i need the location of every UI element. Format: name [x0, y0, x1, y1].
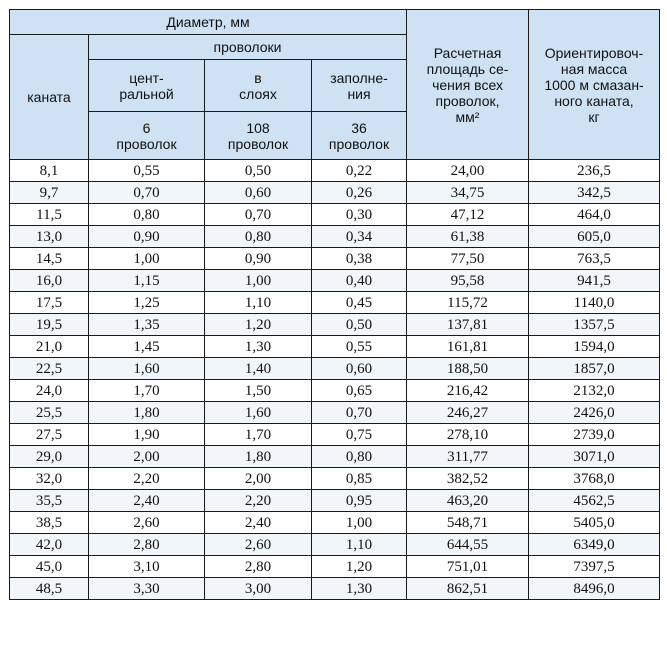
layer-wire-cell: 2,40 — [205, 512, 312, 534]
layer-wire-cell: 1,40 — [205, 358, 312, 380]
area-cell: 278,10 — [407, 424, 529, 446]
header-central-count: 6 проволок — [89, 112, 205, 160]
mass-cell: 464,0 — [529, 204, 660, 226]
filling-wire-cell: 0,50 — [312, 314, 407, 336]
central-wire-cell: 1,25 — [89, 292, 205, 314]
rope-diameter-cell: 38,5 — [10, 512, 89, 534]
table-row — [10, 380, 660, 402]
mass-cell: 342,5 — [529, 182, 660, 204]
mass-cell: 3768,0 — [529, 468, 660, 490]
mass-cell: 2132,0 — [529, 380, 660, 402]
area-cell: 644,55 — [407, 534, 529, 556]
filling-wire-cell: 0,22 — [312, 160, 407, 182]
filling-wire-cell: 0,95 — [312, 490, 407, 512]
rope-specs-table-wrapper — [9, 9, 659, 661]
layer-wire-cell: 1,30 — [205, 336, 312, 358]
filling-wire-cell: 1,00 — [312, 512, 407, 534]
table-row — [10, 226, 660, 248]
header-central: цент- ральной — [89, 60, 205, 112]
layer-wire-cell: 0,50 — [205, 160, 312, 182]
central-wire-cell: 1,15 — [89, 270, 205, 292]
area-cell: 246,27 — [407, 402, 529, 424]
table-row — [10, 446, 660, 468]
rope-diameter-cell: 14,5 — [10, 248, 89, 270]
rope-specs-table — [9, 9, 660, 600]
area-cell: 751,01 — [407, 556, 529, 578]
table-row — [10, 160, 660, 182]
rope-diameter-cell: 27,5 — [10, 424, 89, 446]
rope-diameter-cell: 35,5 — [10, 490, 89, 512]
rope-diameter-cell: 24,0 — [10, 380, 89, 402]
rope-diameter-cell: 29,0 — [10, 446, 89, 468]
filling-wire-cell: 0,55 — [312, 336, 407, 358]
central-wire-cell: 2,40 — [89, 490, 205, 512]
mass-cell: 8496,0 — [529, 578, 660, 600]
table-row — [10, 358, 660, 380]
area-cell: 216,42 — [407, 380, 529, 402]
central-wire-cell: 2,20 — [89, 468, 205, 490]
central-wire-cell: 1,80 — [89, 402, 205, 424]
mass-cell: 2426,0 — [529, 402, 660, 424]
central-wire-cell: 2,60 — [89, 512, 205, 534]
rope-diameter-cell: 42,0 — [10, 534, 89, 556]
central-wire-cell: 1,35 — [89, 314, 205, 336]
mass-cell: 1357,5 — [529, 314, 660, 336]
layer-wire-cell: 0,70 — [205, 204, 312, 226]
table-row — [10, 556, 660, 578]
central-wire-cell: 0,70 — [89, 182, 205, 204]
mass-cell: 1857,0 — [529, 358, 660, 380]
header-rope: каната — [10, 35, 89, 160]
table-row — [10, 248, 660, 270]
area-cell: 115,72 — [407, 292, 529, 314]
table-header — [10, 10, 660, 160]
area-cell: 548,71 — [407, 512, 529, 534]
rope-diameter-cell: 17,5 — [10, 292, 89, 314]
area-cell: 34,75 — [407, 182, 529, 204]
rope-diameter-cell: 13,0 — [10, 226, 89, 248]
filling-wire-cell: 1,20 — [312, 556, 407, 578]
table-row — [10, 578, 660, 600]
mass-cell: 763,5 — [529, 248, 660, 270]
table-row — [10, 402, 660, 424]
area-cell: 24,00 — [407, 160, 529, 182]
area-cell: 463,20 — [407, 490, 529, 512]
header-filling-count: 36 проволок — [312, 112, 407, 160]
central-wire-cell: 3,30 — [89, 578, 205, 600]
rope-diameter-cell: 48,5 — [10, 578, 89, 600]
layer-wire-cell: 0,90 — [205, 248, 312, 270]
filling-wire-cell: 0,26 — [312, 182, 407, 204]
area-cell: 188,50 — [407, 358, 529, 380]
table-row — [10, 182, 660, 204]
layer-wire-cell: 1,70 — [205, 424, 312, 446]
table-row — [10, 534, 660, 556]
header-diameter: Диаметр, мм — [10, 10, 407, 35]
area-cell: 862,51 — [407, 578, 529, 600]
filling-wire-cell: 0,38 — [312, 248, 407, 270]
mass-cell: 2739,0 — [529, 424, 660, 446]
mass-cell: 7397,5 — [529, 556, 660, 578]
header-layers-count: 108 проволок — [205, 112, 312, 160]
area-cell: 47,12 — [407, 204, 529, 226]
layer-wire-cell: 2,20 — [205, 490, 312, 512]
rope-diameter-cell: 25,5 — [10, 402, 89, 424]
filling-wire-cell: 0,70 — [312, 402, 407, 424]
filling-wire-cell: 0,45 — [312, 292, 407, 314]
area-cell: 95,58 — [407, 270, 529, 292]
header-wires: проволоки — [89, 35, 407, 60]
mass-cell: 1140,0 — [529, 292, 660, 314]
central-wire-cell: 0,90 — [89, 226, 205, 248]
table-row — [10, 336, 660, 358]
rope-diameter-cell: 16,0 — [10, 270, 89, 292]
mass-cell: 3071,0 — [529, 446, 660, 468]
filling-wire-cell: 1,30 — [312, 578, 407, 600]
area-cell: 311,77 — [407, 446, 529, 468]
table-row — [10, 314, 660, 336]
mass-cell: 6349,0 — [529, 534, 660, 556]
mass-cell: 4562,5 — [529, 490, 660, 512]
area-cell: 382,52 — [407, 468, 529, 490]
layer-wire-cell: 2,00 — [205, 468, 312, 490]
layer-wire-cell: 2,80 — [205, 556, 312, 578]
central-wire-cell: 3,10 — [89, 556, 205, 578]
layer-wire-cell: 1,60 — [205, 402, 312, 424]
layer-wire-cell: 0,80 — [205, 226, 312, 248]
filling-wire-cell: 0,65 — [312, 380, 407, 402]
layer-wire-cell: 0,60 — [205, 182, 312, 204]
filling-wire-cell: 0,75 — [312, 424, 407, 446]
table-row — [10, 424, 660, 446]
layer-wire-cell: 2,60 — [205, 534, 312, 556]
layer-wire-cell: 1,50 — [205, 380, 312, 402]
layer-wire-cell: 1,10 — [205, 292, 312, 314]
central-wire-cell: 2,80 — [89, 534, 205, 556]
central-wire-cell: 0,55 — [89, 160, 205, 182]
filling-wire-cell: 0,34 — [312, 226, 407, 248]
layer-wire-cell: 1,20 — [205, 314, 312, 336]
mass-cell: 1594,0 — [529, 336, 660, 358]
mass-cell: 236,5 — [529, 160, 660, 182]
mass-cell: 941,5 — [529, 270, 660, 292]
rope-diameter-cell: 19,5 — [10, 314, 89, 336]
filling-wire-cell: 0,60 — [312, 358, 407, 380]
table-row — [10, 204, 660, 226]
rope-diameter-cell: 8,1 — [10, 160, 89, 182]
filling-wire-cell: 0,40 — [312, 270, 407, 292]
central-wire-cell: 0,80 — [89, 204, 205, 226]
rope-diameter-cell: 21,0 — [10, 336, 89, 358]
rope-diameter-cell: 22,5 — [10, 358, 89, 380]
area-cell: 77,50 — [407, 248, 529, 270]
filling-wire-cell: 1,10 — [312, 534, 407, 556]
layer-wire-cell: 1,80 — [205, 446, 312, 468]
central-wire-cell: 1,60 — [89, 358, 205, 380]
rope-diameter-cell: 45,0 — [10, 556, 89, 578]
header-layers: в слоях — [205, 60, 312, 112]
table-row — [10, 270, 660, 292]
mass-cell: 605,0 — [529, 226, 660, 248]
header-mass: Ориентировоч- ная масса 1000 м смазан- ного каната, кг — [529, 10, 660, 160]
mass-cell: 5405,0 — [529, 512, 660, 534]
central-wire-cell: 2,00 — [89, 446, 205, 468]
table-row — [10, 512, 660, 534]
layer-wire-cell: 3,00 — [205, 578, 312, 600]
header-filling: заполне- ния — [312, 60, 407, 112]
area-cell: 161,81 — [407, 336, 529, 358]
rope-diameter-cell: 9,7 — [10, 182, 89, 204]
rope-diameter-cell: 32,0 — [10, 468, 89, 490]
table-row — [10, 468, 660, 490]
filling-wire-cell: 0,85 — [312, 468, 407, 490]
area-cell: 137,81 — [407, 314, 529, 336]
filling-wire-cell: 0,80 — [312, 446, 407, 468]
table-row — [10, 292, 660, 314]
layer-wire-cell: 1,00 — [205, 270, 312, 292]
table-body — [10, 160, 660, 600]
rope-diameter-cell: 11,5 — [10, 204, 89, 226]
central-wire-cell: 1,00 — [89, 248, 205, 270]
central-wire-cell: 1,90 — [89, 424, 205, 446]
filling-wire-cell: 0,30 — [312, 204, 407, 226]
central-wire-cell: 1,45 — [89, 336, 205, 358]
area-cell: 61,38 — [407, 226, 529, 248]
header-area: Расчетная площадь се- чения всех проволок, мм² — [407, 10, 529, 160]
central-wire-cell: 1,70 — [89, 380, 205, 402]
table-row — [10, 490, 660, 512]
